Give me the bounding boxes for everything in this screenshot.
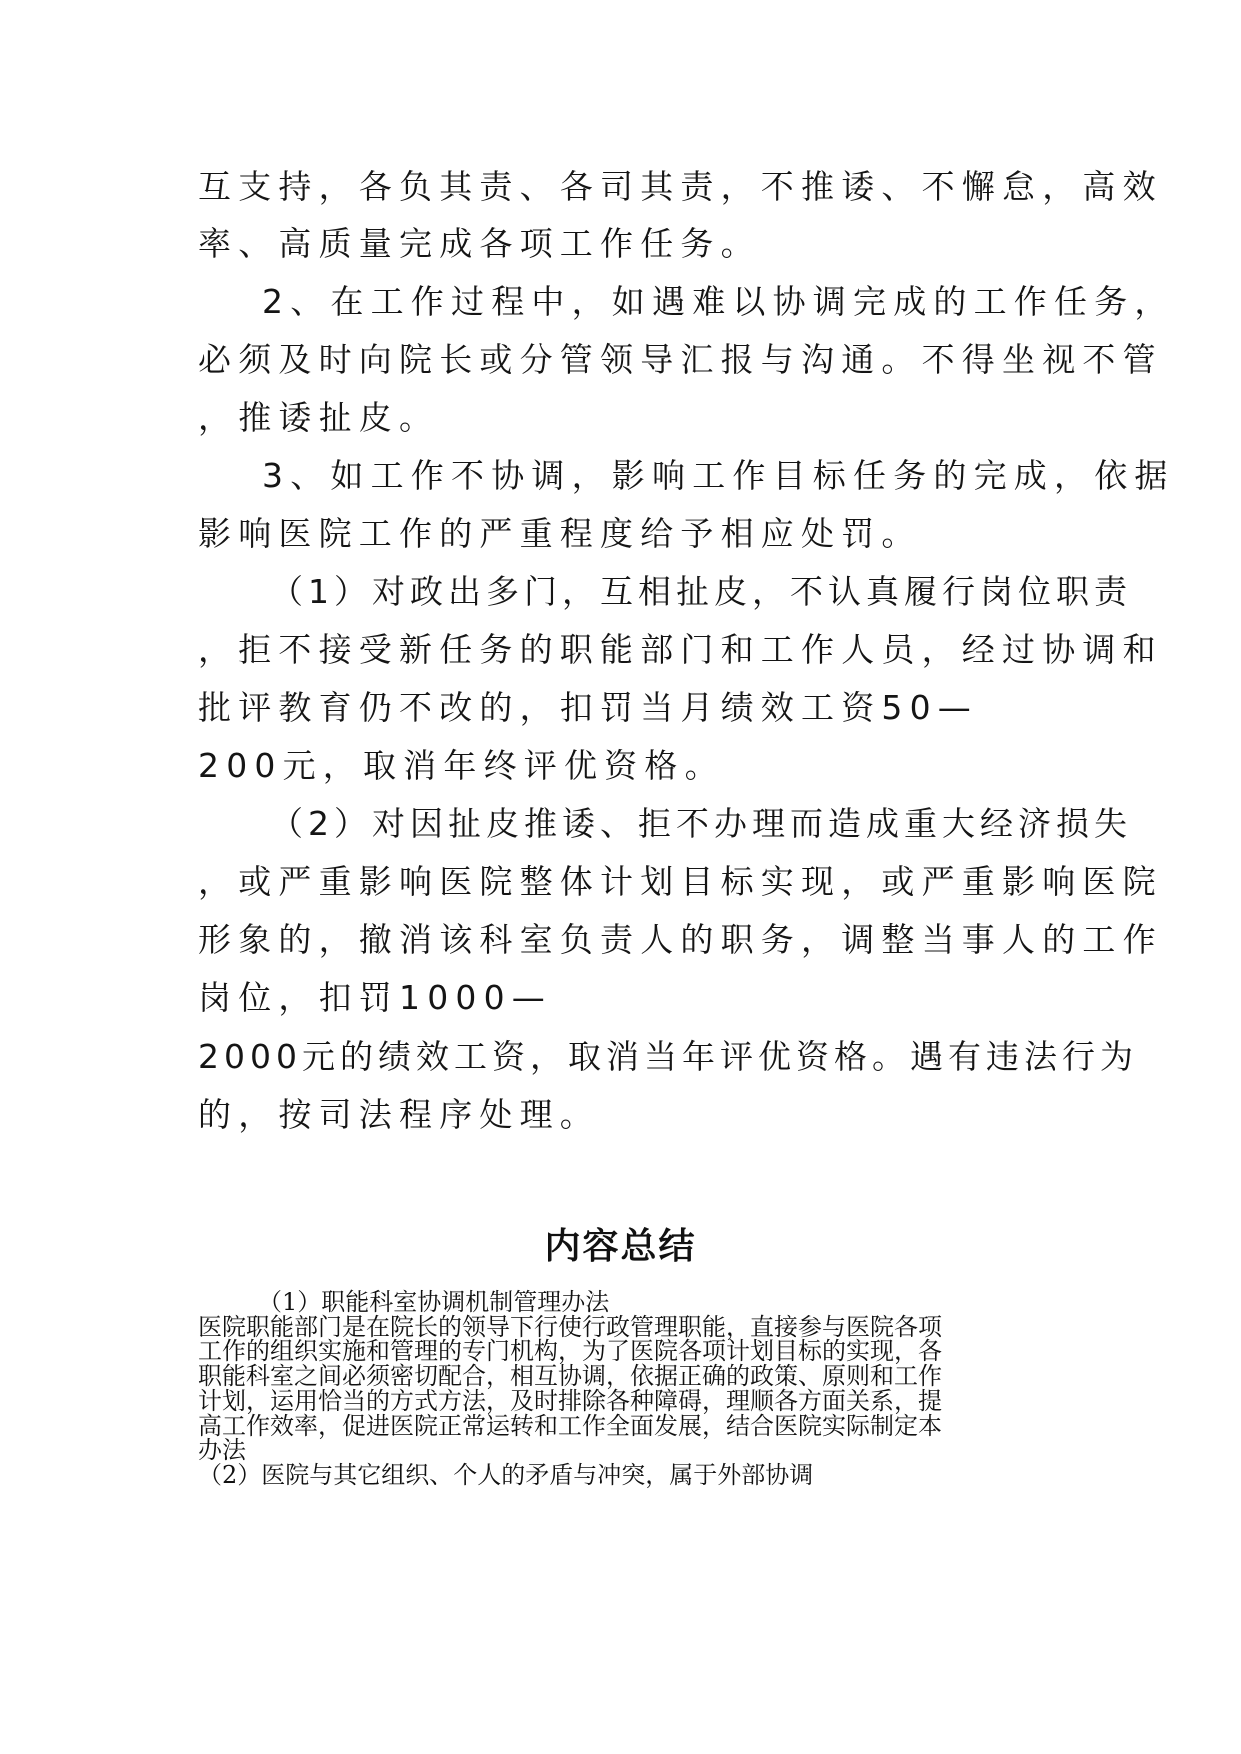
body-line: （1）对政出多门，互相扯皮，不认真履行岗位职责 [270, 572, 1132, 611]
body-line: 率、高质量完成各项工作任务。 [198, 224, 761, 263]
body-line: 2000元的绩效工资，取消当年评优资格。遇有违法行为 [198, 1037, 1138, 1076]
body-line: 互支持，各负其责、各司其责，不推诿、不懈怠，高效 [198, 167, 1163, 206]
summary-line: 工作的组织实施和管理的专门机构，为了医院各项计划目标的实现，各 [198, 1337, 942, 1365]
body-line: 批评教育仍不改的，扣罚当月绩效工资50— [198, 688, 978, 727]
summary-line: 办法 [198, 1436, 246, 1464]
body-line: （2）对因扯皮推诿、拒不办理而造成重大经济损失 [270, 804, 1132, 843]
body-line: 形象的，撤消该科室负责人的职务，调整当事人的工作 [198, 920, 1163, 959]
summary-line: （2）医院与其它组织、个人的矛盾与冲突，属于外部协调 [198, 1461, 814, 1489]
body-line: ，或严重影响医院整体计划目标实现，或严重影响医院 [198, 862, 1163, 901]
summary-line: 职能科室之间必须密切配合，相互协调，依据正确的政策、原则和工作 [198, 1362, 942, 1390]
summary-line: 医院职能部门是在院长的领导下行使行政管理职能，直接参与医院各项 [198, 1313, 942, 1341]
summary-line: 计划，运用恰当的方式方法，及时排除各种障碍，理顺各方面关系，提 [198, 1387, 942, 1415]
body-line: 必须及时向院长或分管领导汇报与沟通。不得坐视不管 [198, 340, 1163, 379]
body-line: 岗位，扣罚1000— [198, 978, 552, 1017]
body-line: 影响医院工作的严重程度给予相应处罚。 [198, 514, 922, 553]
summary-line: （1）职能科室协调机制管理办法 [258, 1288, 610, 1316]
body-line: 200元，取消年终评优资格。 [198, 746, 725, 785]
summary-title: 内容总结 [544, 1226, 697, 1267]
body-line: 2、在工作过程中，如遇难以协调完成的工作任务， [262, 282, 1175, 321]
body-line: ，拒不接受新任务的职能部门和工作人员，经过协调和 [198, 630, 1163, 669]
body-line: 3、如工作不协调，影响工作目标任务的完成，依据 [262, 456, 1175, 495]
body-line: 的，按司法程序处理。 [198, 1095, 600, 1134]
summary-line: 高工作效率，促进医院正常运转和工作全面发展，结合医院实际制定本 [198, 1412, 942, 1440]
body-line: ，推诿扯皮。 [198, 398, 440, 437]
